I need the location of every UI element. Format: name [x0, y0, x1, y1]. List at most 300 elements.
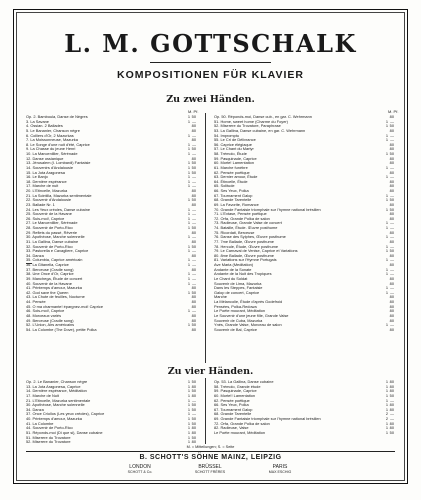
entry-price-marks: 1	[385, 118, 388, 124]
entry-title: 29. Reflets du passé, Rêverie	[26, 229, 78, 235]
entry-price-pfennig: 80	[389, 308, 394, 314]
entry-title: 66. Ses Yeux, Polka	[214, 188, 249, 193]
entry-price-marks: 1	[187, 169, 190, 175]
entry-price-pfennig: 50	[191, 289, 196, 295]
entry-title: 26. Suis-moi!, Caprice	[26, 215, 65, 221]
entry-title: 71. L'Extase, Pensée poétique	[214, 211, 267, 217]
two-hands-left-column	[26, 115, 196, 332]
entry-price-pfennig: 80	[389, 425, 394, 431]
entry-price-pfennig: 80	[191, 229, 196, 235]
composer-name: L. M. GOTTSCHALK	[64, 29, 357, 58]
city-paris: PARIS	[272, 464, 288, 470]
entry-title: 75. Ricordati, Berceuse	[214, 229, 255, 235]
entry-price-pfennig: —	[390, 411, 394, 417]
entry-price-pfennig: —	[192, 257, 196, 263]
entry-title: 37. Berceuse (Cradle song)	[26, 266, 74, 272]
entry-price-marks: 1	[385, 257, 388, 263]
entry-price-pfennig: 80	[191, 266, 196, 272]
entry-price-pfennig: 50	[389, 392, 394, 398]
entry-title: 8. Le Songe d'une nuit d'été, Caprice	[26, 141, 90, 147]
entry-price-marks: 1	[187, 416, 190, 421]
entry-title: 48. Morceaux variés	[26, 312, 62, 318]
entry-title: 51. Réponds-moi (Di que si), Danse cubaine	[26, 429, 103, 435]
entry-title: 57. Le Chant du Martyr	[214, 146, 254, 152]
entry-price-marks: 2	[385, 411, 388, 417]
entry-title: 73. Radieuse, Grande Valse de concert	[214, 220, 282, 226]
entry-price-marks: 1	[385, 285, 388, 291]
entry-price-marks: 1	[385, 388, 388, 394]
entry-price-pfennig: —	[390, 416, 394, 421]
entry-price-pfennig: —	[192, 234, 196, 240]
entry-price-marks: 1	[187, 425, 190, 431]
entry-title: Souvenir de Cuba, Mazurka	[214, 317, 263, 323]
entry-price-pfennig: —	[192, 211, 196, 217]
entry-price-pfennig: 80	[191, 127, 196, 133]
entry-price-pfennig: 80	[389, 262, 394, 267]
entry-price-pfennig: 50	[191, 406, 196, 412]
entry-title: 10. La Mancenillier, Sérénade	[26, 151, 78, 156]
entry-price-pfennig: 80	[389, 252, 394, 258]
entry-price-pfennig: —	[390, 132, 394, 138]
entry-price-marks: 1	[187, 118, 190, 124]
entry-price-marks: 1	[385, 429, 388, 435]
entry-price-pfennig: —	[390, 220, 394, 226]
entry-price-pfennig: 80	[389, 317, 394, 323]
entry-title: 39. Manchega, Étude de concert	[26, 275, 83, 281]
entry-title: 72. Orfa, Grande Polka de salon	[214, 215, 270, 221]
entry-price-pfennig: —	[192, 248, 196, 254]
entry-price-pfennig: —	[390, 137, 394, 143]
entry-title: Op. 2. Bamboula, Danse de Nègres	[26, 114, 88, 119]
entry-title: Le Poète mourant, Méditation	[214, 308, 266, 314]
city-brussels: BRÜSSEL	[198, 464, 222, 470]
entry-price-pfennig: —	[390, 271, 394, 277]
entry-price-pfennig: 80	[389, 211, 394, 217]
entry-price-pfennig: 50	[191, 322, 196, 328]
entry-price-pfennig: 80	[389, 294, 394, 300]
entry-price-marks: 1	[385, 151, 388, 156]
entry-price-marks: 1	[385, 243, 388, 249]
entry-title: 52. Miserere du Trovatore, Paraphrase	[214, 123, 281, 129]
entry-price-marks: 1	[187, 434, 190, 440]
entry-title: 53. La Gallina, Danse cubaine, en gar. C. Wehrmann	[214, 127, 306, 133]
entry-title: 16. Le Banjo	[26, 174, 48, 180]
entry-price-pfennig: —	[192, 132, 196, 138]
section-four-hands-heading: Zu vier Händen.	[167, 366, 254, 377]
entry-price-pfennig: 80	[191, 155, 196, 161]
two-hands-right-column	[214, 115, 394, 332]
entry-title: 70. Grande Fantaisie triomphale sur l'hymne national brésilien	[214, 206, 321, 212]
entry-title: 34. Danza	[26, 406, 44, 412]
house-brussels: SCHOTT FRÈRES	[194, 470, 226, 474]
entry-price-pfennig: —	[192, 271, 196, 277]
entry-price-pfennig: 80	[389, 406, 394, 412]
entry-price-marks: 1	[187, 178, 190, 184]
entry-price-pfennig: 50	[191, 164, 196, 170]
entry-price-pfennig: —	[192, 215, 196, 221]
entry-price-marks: 1	[187, 383, 190, 389]
entry-price-marks: 1	[187, 215, 190, 221]
entry-title: 56. Caprice élégiaque	[214, 141, 252, 147]
entry-price-marks: 1	[187, 132, 190, 138]
entry-price-pfennig: 50	[191, 388, 196, 394]
entry-price-marks: 1	[385, 206, 388, 212]
entry-price-marks: 2	[385, 416, 388, 421]
entry-price-pfennig: 80	[191, 439, 196, 445]
entry-title: 58. Trémolo, Grande étude	[214, 383, 261, 389]
entry-title: 61. Marche funèbre	[214, 164, 248, 170]
entry-title: 77. 7me Ballade, Œuvre posthume	[214, 238, 274, 244]
entry-title: Ave Maria (Meditation)	[214, 262, 254, 267]
entry-title: Andante de la Sonate	[214, 266, 252, 272]
four-hands-left-column	[26, 380, 196, 445]
entry-price-pfennig: 80	[389, 420, 394, 426]
entry-price-marks: 1	[187, 262, 190, 267]
entry-price-pfennig: 80	[191, 238, 196, 244]
entry-price-marks: 1	[385, 402, 388, 408]
entry-title: 55. Le Cri de Délivrance	[214, 137, 256, 143]
four-hands-right-column	[214, 380, 394, 436]
entry-price-marks: 1	[385, 383, 388, 389]
entry-title: Marche	[214, 294, 227, 300]
entry-price-pfennig: 80	[191, 383, 196, 389]
entry-title: 32. Souvenir de Porto-Rico	[26, 243, 73, 249]
entry-title: 21. La Scintilla, Mazurka sentimentale	[26, 192, 92, 198]
entry-price-pfennig: —	[192, 178, 196, 184]
entry-price-pfennig: 80	[191, 312, 196, 318]
entry-price-pfennig: 80	[389, 183, 394, 189]
entry-title: 31. La Gallina, Danse cubaine	[26, 238, 79, 244]
entry-title: 30. Apothéose, Marche solennelle	[26, 234, 85, 240]
entry-price-pfennig: 50	[389, 248, 394, 254]
entry-price-marks: 1	[187, 379, 190, 384]
entry-price-pfennig: 80	[191, 294, 196, 300]
entry-price-pfennig: 50	[389, 151, 394, 156]
footer-rule	[26, 451, 395, 452]
entry-price-pfennig: 50	[191, 420, 196, 426]
catalog-entry	[26, 328, 196, 333]
entry-price-pfennig: 80	[389, 155, 394, 161]
entry-price-pfennig: 80	[191, 252, 196, 258]
entry-price-marks: 1	[187, 406, 190, 412]
entry-price-marks: 1	[187, 289, 190, 295]
entry-price-marks: 1	[385, 271, 388, 277]
section-two-hands-heading: Zu zwei Händen.	[166, 94, 255, 105]
entry-price-pfennig: 80	[389, 280, 394, 286]
entry-title: 79. Le Carnaval de Venise, Caprice et Variations	[214, 248, 298, 254]
entry-price-marks: 1	[187, 397, 190, 403]
entry-price-pfennig: 50	[191, 169, 196, 175]
entry-price-marks: 1	[187, 225, 190, 230]
entry-title: 13. La Jota Aragonesa, Caprice	[26, 383, 81, 389]
entry-title: 76. Danse des Sylphes, Œuvre posthume	[214, 234, 286, 240]
entry-title: 80. 8me Ballade, Œuvre posthume	[214, 252, 274, 258]
entry-price-pfennig: —	[192, 397, 196, 403]
entry-title: 23. Ballade Nr. 1	[26, 201, 55, 207]
entry-title: 59. Pasquinade, Caprice	[214, 388, 257, 394]
entry-title: 43. La Chute de feuilles, Nocturne	[26, 294, 85, 300]
entry-price-pfennig: 80	[191, 137, 196, 143]
entry-price-marks: 1	[187, 388, 190, 394]
entry-title: 62. Pensée poétique	[214, 397, 250, 403]
entry-title: 67. Tournament Galop	[214, 192, 253, 198]
entry-price-marks: 1	[187, 206, 190, 212]
entry-title: 6. Colliers d'Or, 2 Mazurkas	[26, 132, 74, 138]
entry-price-marks: 1	[187, 392, 190, 398]
entry-price-marks: 1	[385, 425, 388, 431]
entry-price-pfennig: 80	[389, 299, 394, 304]
entry-price-marks: 1	[187, 271, 190, 277]
entry-price-pfennig: 80	[389, 201, 394, 207]
entry-price-pfennig: 80	[191, 192, 196, 198]
entry-title: 14. Dernière espérance, Méditation	[26, 388, 87, 394]
entry-price-marks: 1	[187, 439, 190, 445]
entry-title: 17. Marche de nuit	[26, 183, 59, 189]
entry-title: 41. Printemps d'amour, Mazurka	[26, 285, 82, 291]
entry-title: 22. Souvenir d'Andalousie	[26, 197, 72, 203]
entry-price-pfennig: 80	[389, 303, 394, 309]
entry-price-pfennig: 80	[389, 238, 394, 244]
entry-price-marks: 1	[187, 151, 190, 156]
entry-title: 12. Danse ossianique	[26, 155, 64, 161]
entry-title: 40. Souvenir de la Havane	[26, 280, 72, 286]
entry-price-pfennig: —	[390, 397, 394, 403]
entry-price-marks: 1	[187, 322, 190, 328]
entry-title: Souvenir de Bal, Caprice	[214, 326, 258, 332]
entry-price-pfennig: 50	[191, 243, 196, 249]
entry-price-pfennig: 80	[389, 388, 394, 394]
entry-title: 54. Impromptu	[214, 132, 240, 138]
entry-title: 13. Jérusalem (I. Lombardi) Fantaisie	[26, 160, 91, 166]
entry-price-marks: 1	[187, 411, 190, 417]
entry-title: 40. Printemps d'amour, Mazurka	[26, 416, 82, 421]
column-divider-four-hands	[205, 378, 206, 444]
entry-title: 69. Grande Fantaisie triomphale sur l'hymne national brésilien	[214, 416, 321, 421]
entry-price-pfennig: 50	[389, 123, 394, 129]
entry-price-marks: 1	[385, 174, 388, 180]
entry-price-marks: 1	[385, 197, 388, 203]
entry-price-marks: 1	[385, 164, 388, 170]
entry-price-pfennig: 80	[191, 201, 196, 207]
entry-title: 34. Danza	[26, 252, 44, 258]
entry-price-pfennig: 80	[191, 123, 196, 129]
entry-price-marks: 1	[187, 234, 190, 240]
entry-title: Dans les Steppes, Fantaisie	[214, 285, 263, 291]
entry-price-marks: 1	[385, 192, 388, 198]
entry-price-marks: 1	[385, 420, 388, 426]
entry-title: 74. Bataille, Étude. Œuvre posthume	[214, 225, 278, 230]
entry-price-marks: 1	[385, 132, 388, 138]
entry-price-pfennig: 50	[191, 160, 196, 166]
entry-title: 44. Pensée	[26, 299, 46, 304]
entry-title: 4. Ossian. 2 Ballades	[26, 123, 63, 129]
entry-title: 52. Miserere du Trovatore	[26, 439, 71, 445]
entry-price-pfennig: 80	[389, 275, 394, 281]
entry-price-marks: 1	[187, 248, 190, 254]
price-units-left: M. Pf.	[188, 109, 199, 114]
entry-price-marks: 1	[385, 406, 388, 412]
entry-title: 28. Souvenir de Porto-Rico	[26, 225, 73, 230]
entry-price-pfennig: 80	[389, 326, 394, 332]
entry-title: 68. Grande Tarentelle	[214, 411, 252, 417]
entry-price-pfennig: —	[390, 243, 394, 249]
entry-price-pfennig: —	[192, 275, 196, 281]
entry-title: 42. God save the Queen	[26, 289, 69, 295]
entry-price-marks: 1	[385, 234, 388, 240]
entry-title: 9. La Chasse du jeune Henri	[26, 146, 76, 152]
entry-price-marks: 1	[385, 225, 388, 230]
entry-price-pfennig: —	[192, 308, 196, 314]
entry-price-pfennig: 80	[191, 299, 196, 304]
entry-title: 64. Étincelle, Étude	[214, 178, 248, 184]
entry-price-pfennig: —	[390, 192, 394, 198]
entry-price-marks: 1	[187, 160, 190, 166]
house-london: SCHOTT & Co.	[127, 470, 153, 474]
entry-price-pfennig: —	[192, 174, 196, 180]
entry-price-marks: 1	[187, 211, 190, 217]
entry-price-pfennig: —	[192, 411, 196, 417]
footnote: M. = Mitteilungen; S. = Seite	[186, 445, 235, 449]
entry-title: 69. La Favorite, Romance	[214, 201, 259, 207]
entry-price-marks: 1	[385, 379, 388, 384]
entry-title: 35. Columbia, Caprice américain	[26, 257, 83, 263]
entry-price-pfennig: 80	[191, 326, 196, 332]
entry-title: Op. 2. Le Bananier, Chanson nègre	[26, 379, 88, 384]
house-paris: MAX ESCHIG	[268, 470, 292, 474]
entry-price-marks: 1	[187, 183, 190, 189]
entry-title: 66. Ses Yeux, Polka	[214, 402, 249, 408]
entry-price-pfennig: 80	[389, 127, 394, 133]
entry-price-pfennig: —	[390, 289, 394, 295]
entry-title: Op. 50. Réponds-moi, Danse cub., en gar. C. Wehrmann	[214, 114, 312, 119]
entry-price-pfennig: 50	[389, 197, 394, 203]
entry-title: 15. La Jota Aragonesa	[26, 169, 65, 175]
entry-price-pfennig: 80	[389, 114, 394, 119]
entry-price-pfennig: —	[390, 118, 394, 124]
entry-price-marks: 1	[385, 397, 388, 403]
entry-price-pfennig: 80	[389, 146, 394, 152]
entry-price-marks: 1	[187, 174, 190, 180]
entry-title: 20. L'Etincelle, Mazurka	[26, 188, 68, 193]
entry-price-pfennig: —	[192, 183, 196, 189]
entry-price-pfennig: 80	[389, 160, 394, 166]
entry-price-pfennig: 50	[191, 434, 196, 440]
entry-title: 68. Grande Tarentelle	[214, 197, 252, 203]
entry-price-pfennig: 80	[389, 215, 394, 221]
entry-price-pfennig: 50	[389, 429, 394, 435]
entry-price-marks: 1	[385, 289, 388, 295]
entry-price-pfennig: —	[390, 225, 394, 230]
entry-title: 33. Pastorella e Cavagliere, Caprice	[26, 248, 89, 254]
entry-price-pfennig: 50	[191, 402, 196, 408]
entry-price-pfennig: 50	[191, 379, 196, 384]
entry-title: 44. Souvenir de Porto-Rico	[26, 425, 73, 431]
entry-price-pfennig: 50	[191, 146, 196, 152]
entry-price-pfennig: 80	[389, 178, 394, 184]
entry-title: 72. Orfa, Grande Polka de salon	[214, 420, 270, 426]
entry-price-marks: 1	[187, 146, 190, 152]
entry-title: 81. Variations sur l'Hymne Portugais	[214, 257, 277, 263]
entry-title: 49. Berceuse (Cradle song)	[26, 317, 74, 323]
entry-title: 51. Home, sweet home (Charme du Foyer)	[214, 118, 288, 124]
entry-price-pfennig: —	[390, 164, 394, 170]
entry-title: Andante de la Nuit des Tropiques	[214, 271, 272, 277]
entry-title: 27. Le Mancenillier, Sérénade	[26, 220, 78, 226]
entry-price-pfennig: 50	[191, 416, 196, 421]
entry-title: 38. Une Once d'Or, Caprice	[26, 271, 74, 277]
entry-title: 62. Pensée poétique	[214, 169, 250, 175]
entry-price-pfennig: —	[390, 266, 394, 272]
title-divider	[150, 62, 271, 63]
entry-price-marks: 1	[385, 266, 388, 272]
entry-price-pfennig: —	[390, 234, 394, 240]
entry-price-pfennig: —	[192, 141, 196, 147]
entry-price-pfennig: —	[192, 280, 196, 286]
entry-title: 25. Souvenir de la Havane	[26, 211, 72, 217]
entry-price-pfennig: 80	[389, 402, 394, 408]
entry-price-pfennig: —	[390, 285, 394, 291]
entry-title: 63. Dernier amour, Étude	[214, 174, 258, 180]
column-divider	[205, 113, 206, 363]
entry-price-marks: 1	[187, 275, 190, 281]
entry-price-pfennig: —	[192, 151, 196, 156]
entry-title: 51. Miserere du Trovatore	[26, 434, 71, 440]
publisher-name: B. SCHOTT'S SÖHNE MAINZ, LEIPZIG	[139, 454, 282, 461]
entry-price-pfennig: 80	[389, 379, 394, 384]
entry-price-marks: 1	[187, 197, 190, 203]
entry-title: 24. Les Yeux créoles, Danse cubaine	[26, 206, 91, 212]
entry-title: 78. Hercule, Étude, Œuvre posthume	[214, 243, 279, 249]
entry-title: Le Souvenir d'une jeune fille, Grande Valse	[214, 312, 289, 318]
entry-price-pfennig: —	[390, 174, 394, 180]
entry-price-pfennig: —	[390, 322, 394, 328]
entry-title: 54. La Colombe (The Dove), petite Polka	[26, 326, 97, 332]
entry-title: 58. Trémolo, Étude	[214, 151, 247, 156]
entry-price-marks: 1	[187, 429, 190, 435]
entry-price-marks: 1	[187, 243, 190, 249]
entry-title: 18. Dernière espérance	[26, 178, 67, 184]
entry-price-marks: 1	[187, 164, 190, 170]
entry-price-marks: 1	[385, 248, 388, 254]
catalog-entry	[214, 328, 394, 333]
entry-price-pfennig: 80	[191, 285, 196, 291]
entry-title: 37. Once Criollos (Les yeux créoles), Caprice	[26, 411, 105, 417]
entry-price-marks: 1	[187, 402, 190, 408]
entry-price-pfennig: 80	[191, 188, 196, 193]
entry-title: 82. Radieuse, Valse	[214, 425, 249, 431]
entry-price-pfennig: 50	[191, 225, 196, 230]
entry-price-marks: 1	[187, 220, 190, 226]
entry-price-marks: 1	[385, 392, 388, 398]
entry-title: Le Poète mourant, Méditation	[214, 429, 266, 435]
entry-title: Pensées, Polka-Redowa	[214, 303, 257, 309]
entry-title: 41. La Colombe	[26, 420, 54, 426]
entry-title: 60. Morte! Lamentation	[214, 160, 255, 166]
city-london: LONDON	[129, 464, 151, 470]
entry-title: 5. Le Bananier, Chanson nègre	[26, 127, 80, 133]
entry-title: 7. La Moissonneuse, Mazurka	[26, 137, 78, 143]
entry-title: 46. Sois-moi!, Caprice	[26, 308, 65, 314]
entry-price-pfennig: —	[192, 262, 196, 267]
collection-title: KOMPOSITIONEN FÜR KLAVIER	[117, 69, 304, 81]
entry-price-pfennig: 50	[191, 197, 196, 203]
entry-price-pfennig: —	[192, 206, 196, 212]
entry-title: 45. O ma charmante! épargnez-moi! Caprice	[26, 303, 103, 309]
entry-price-pfennig: 80	[191, 317, 196, 323]
entry-title: 52. L'Union, Airs américains	[26, 322, 75, 328]
entry-title: 21. L'Etincelle, Mazurka sentimentale	[26, 397, 91, 403]
entry-price-marks: 1	[187, 257, 190, 263]
